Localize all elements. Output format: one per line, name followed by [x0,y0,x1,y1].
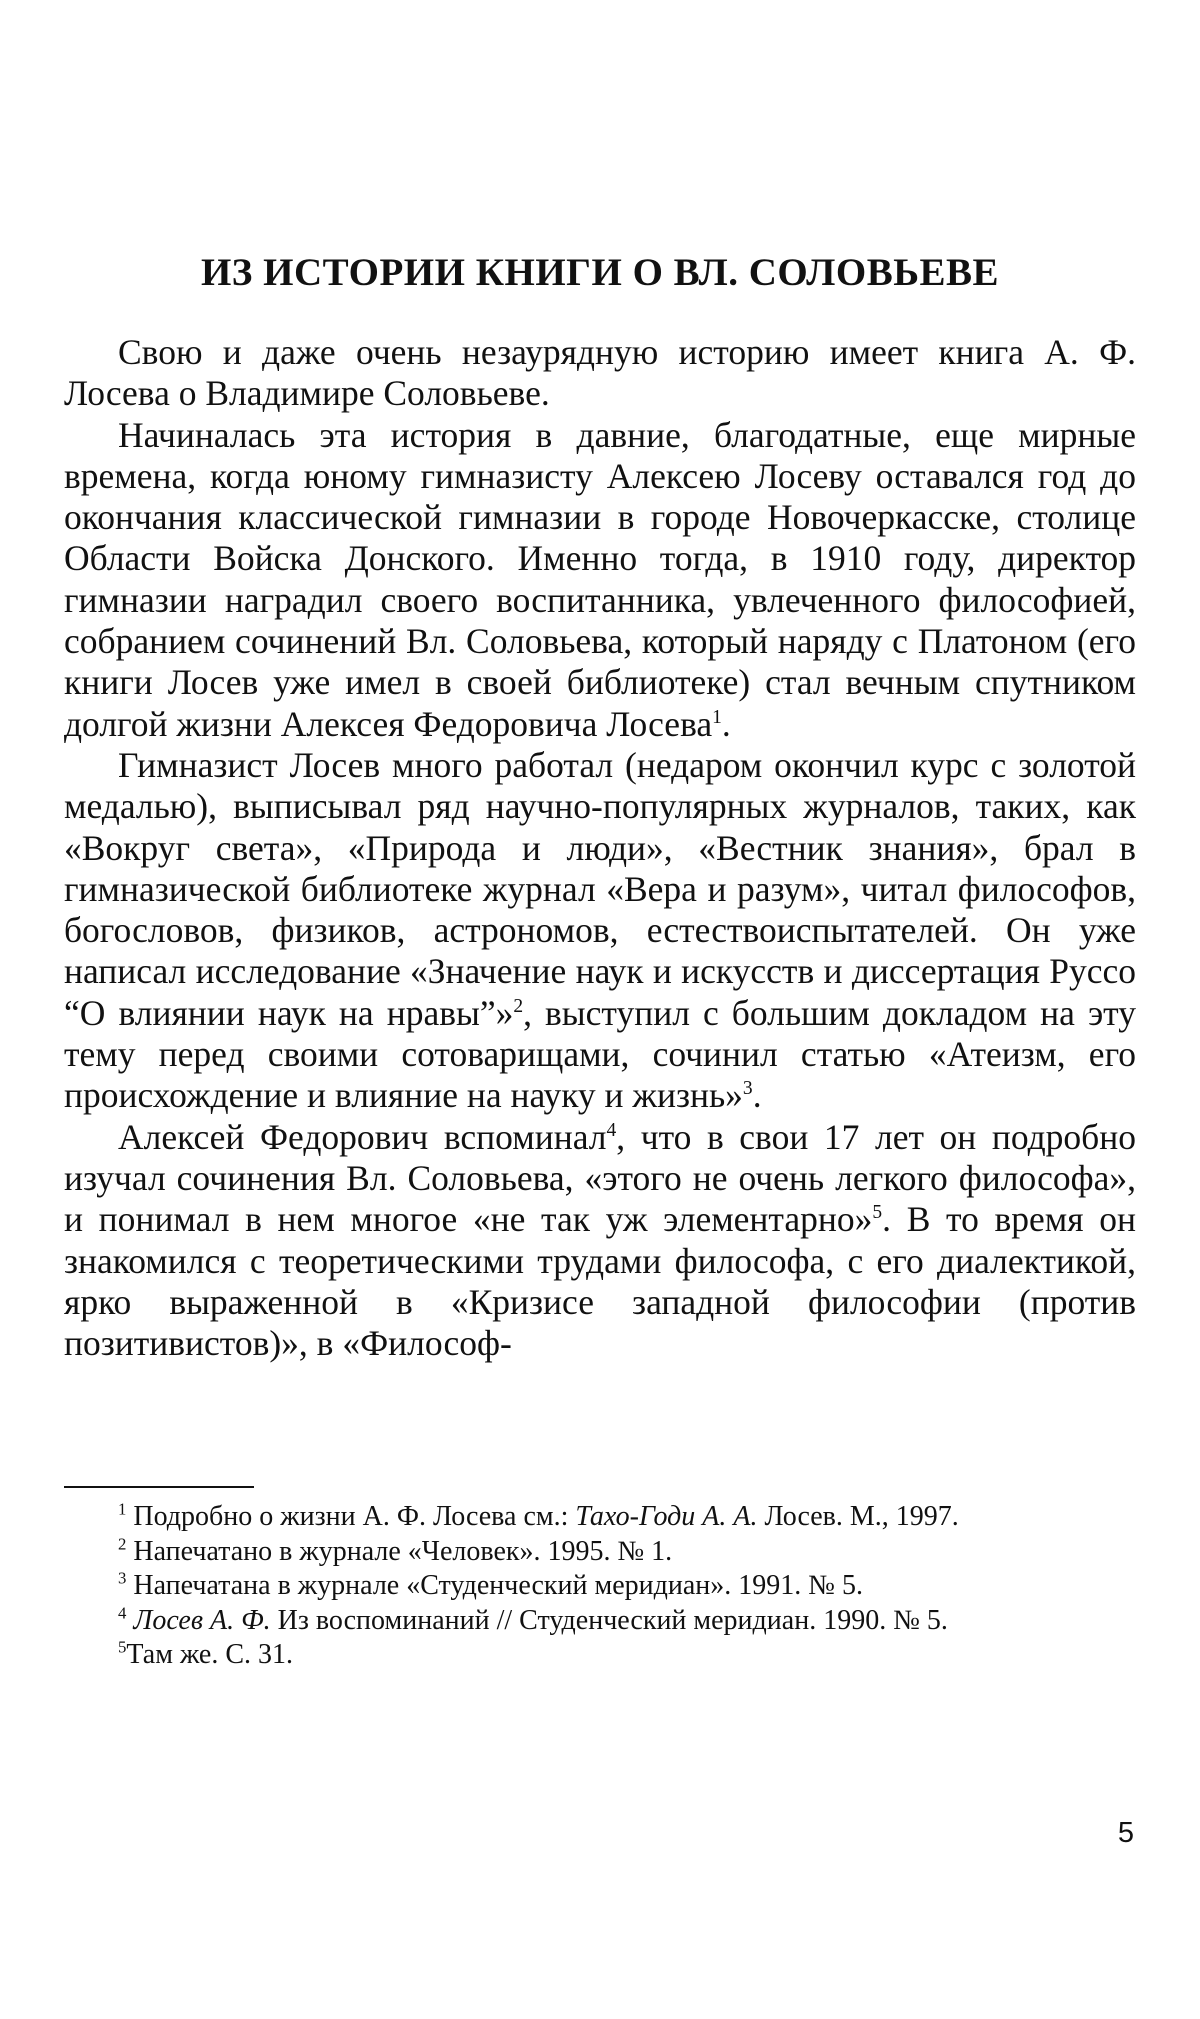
footnote-separator [64,1486,254,1488]
footnote-1 [64,1500,1136,1535]
paragraph-4-text-a: Алексей Федорович вспоминал [118,1116,607,1157]
footnote-1-post: Лосев. М., 1997. [757,1501,959,1532]
paragraph-1-text: Свою и даже очень незаурядную историю имеет книга А. Ф. Лосева о Владимире Соловьеве. [64,332,1136,414]
paragraph-2 [64,415,1136,745]
footnote-2-number: 2 [118,1534,127,1554]
footnote-3-text: Напечатана в журнале «Студенческий меридиан». 1991. № 5. [133,1570,863,1601]
footnote-4 [64,1604,1136,1639]
paragraph-3-end: . [752,1075,762,1116]
paragraph-1 [64,332,1136,415]
footnote-1-author: Тахо-Годи А. А. [575,1501,758,1532]
paragraph-2-end: . [721,703,731,744]
footnote-ref-2: 2 [513,995,524,1017]
footnote-2-text: Напечатано в журнале «Человек». 1995. № 1. [133,1535,673,1567]
footnote-3-number: 3 [118,1568,127,1588]
footnote-5-text: Там же. С. 31. [126,1639,294,1670]
footnote-5 [64,1638,1136,1673]
paragraph-4 [64,1117,1136,1365]
footnote-ref-4: 4 [606,1119,617,1141]
paragraph-3 [64,745,1136,1117]
paragraph-2-text: Начиналась эта история в давние, благодатные, еще мирные времена, когда юному гимназисту Алексею Лосеву оставался год до окончания классической гимназии в городе Новочеркасске, столице Области Войска Донского. Именно тогда, в 1910 году, директор гимназии наградил своего воспитанника, увлеченного философией, собранием сочинений Вл. Соловьева, который наряду с Платоном (его книги Лосев уже имел в своей библиотеке) стал вечным спутником долгой жизни Алексея Федоровича Лосева [64,414,1136,744]
footnote-ref-1: 1 [712,706,722,728]
footnote-1-number: 1 [118,1499,127,1519]
paragraph-3-text-a: Гимназист Лосев много работал (недаром окончил курс с золотой медалью), выписывал ряд научно-популярных журналов, таких, как «Вокруг света», «Природа и люди», «Вестник знания», брал в гимназической библиотеке журнал «Вера и разум», читал философов, богословов, физиков, астрономов, естествоиспытателей. Он уже написал исследование «Значение наук и искусств и диссертация Руссо “О влиянии наук на нравы”» [64,744,1136,1033]
main-text [64,332,1136,1364]
footnote-3 [64,1569,1136,1604]
footnote-ref-5: 5 [872,1202,883,1224]
chapter-title: ИЗ ИСТОРИИ КНИГИ О ВЛ. СОЛОВЬЕВЕ [200,251,1000,294]
page-number: 5 [1117,1817,1134,1849]
footnote-5-number: 5 [118,1637,127,1657]
paragraph-3-text-b: , выступил с большим докладом на эту тему перед своими сотоварищами, сочинил статью «Атеизм, его происхождение и влияние на науку и жизнь» [64,992,1136,1116]
paragraph-4-text-b: , что в свои 17 лет он подробно изучал сочинения Вл. Соловьева, «этого не очень легкого философа», и понимал в нем многое «не так уж элементарно» [64,1116,1136,1240]
footnotes [64,1500,1136,1673]
footnote-ref-3: 3 [742,1078,753,1100]
paragraph-4-text-c: . В то время он знакомился с теоретическими трудами философа, с его диалектикой, ярко выраженной в «Кризисе западной философии (против позитивистов)», в «Философ- [64,1199,1136,1364]
footnote-4-post: Из воспоминаний // Студенческий меридиан. 1990. № 5. [270,1604,948,1636]
footnote-1-pre: Подробно о жизни А. Ф. Лосева см.: [133,1501,576,1532]
footnote-4-author: Лосев А. Ф. [133,1604,271,1636]
footnote-2 [64,1535,1136,1570]
footnote-4-number: 4 [118,1603,127,1623]
